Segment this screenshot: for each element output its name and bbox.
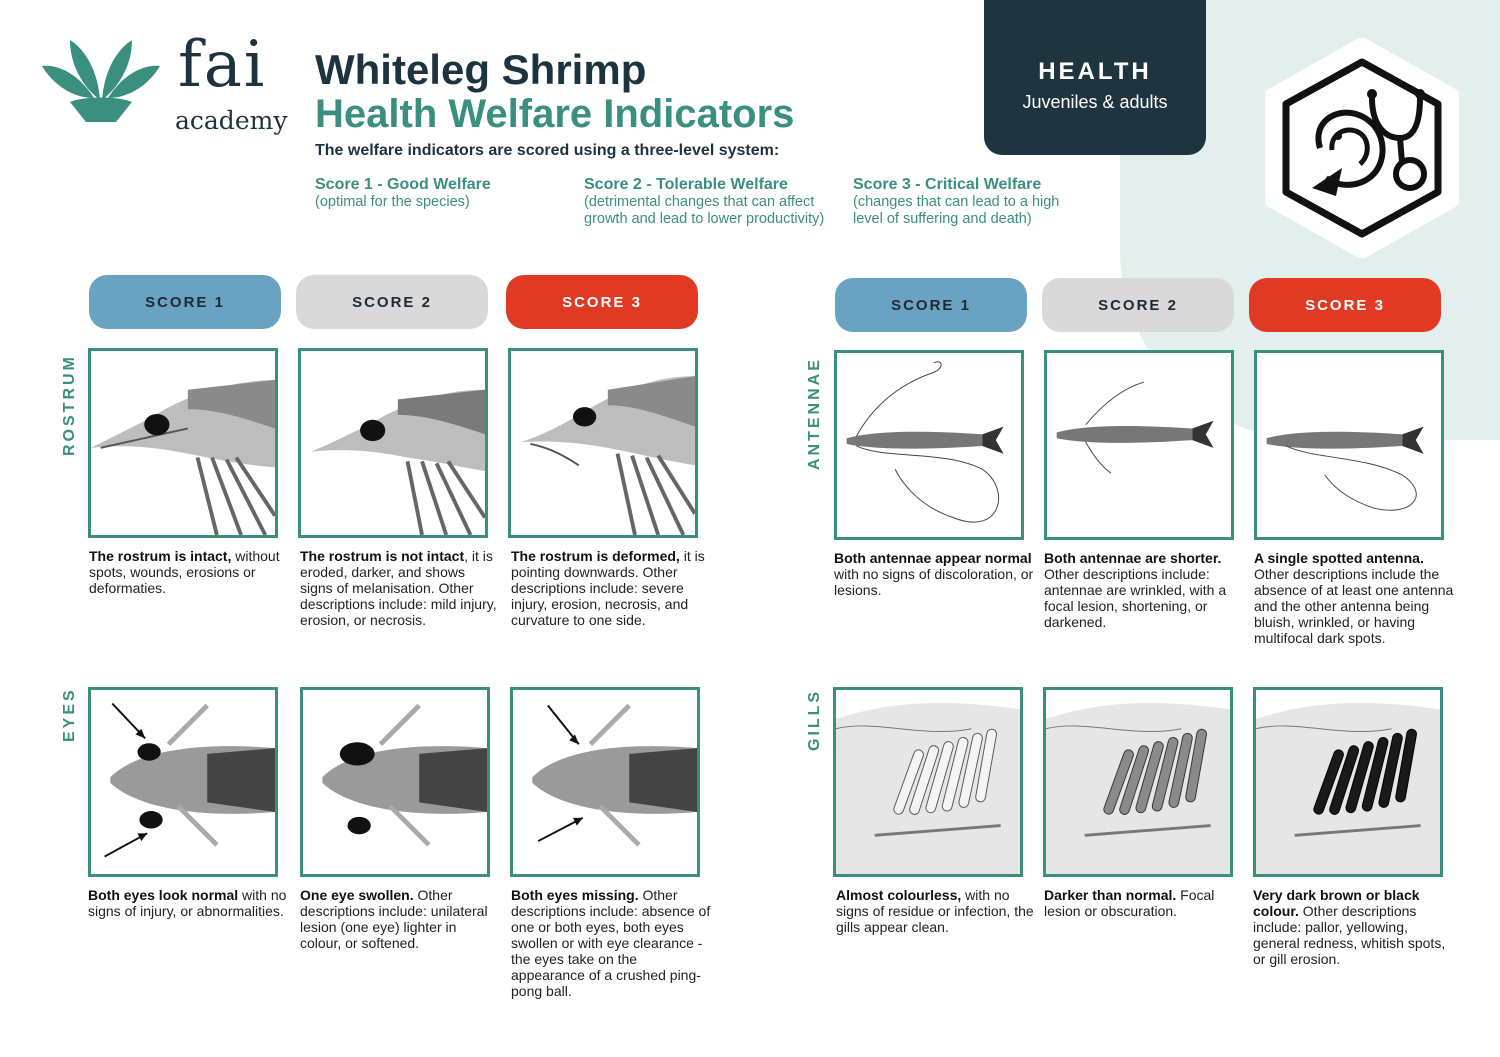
gills-score-3-image — [1253, 687, 1443, 877]
antennae-score-2-desc — [1044, 550, 1244, 630]
right-score-1-header: SCORE 1 — [835, 278, 1027, 332]
gills-score-2-image — [1043, 687, 1233, 877]
title-line-2: Health Welfare Indicators — [315, 92, 795, 136]
eyes-score-2-text: Other descriptions include: unilateral lesion (one eye) lighter in colour, or softened. — [300, 887, 488, 951]
title-line-1: Whiteleg Shrimp — [315, 46, 647, 93]
antennae-score-3-image — [1254, 350, 1444, 540]
gills-score-2-text: Focal lesion or obscuration. — [1044, 887, 1215, 919]
rostrum-score-1-image — [88, 348, 278, 538]
eyes-score-2-image — [300, 687, 490, 877]
health-tab-title: HEALTH — [1038, 58, 1152, 85]
gills-score-2-bold: Darker than normal. — [1044, 887, 1177, 903]
antennae-score-1-image — [834, 350, 1024, 540]
left-score-3-header: SCORE 3 — [506, 275, 698, 329]
eyes-score-1-text: with no signs of injury, or abnormalities. — [88, 887, 287, 919]
level-3 — [853, 176, 1083, 228]
rostrum-score-1-text: without spots, wounds, erosions or deformaties. — [89, 548, 280, 596]
gills-score-3-bold: Very dark brown or black colour. — [1253, 887, 1420, 919]
eyes-score-3-image — [510, 687, 700, 877]
antennae-score-2-bold: Both antennae are shorter. — [1044, 550, 1222, 566]
rostrum-score-2-text: , it is eroded, darker, and shows signs of melanisation. Other descriptions include: mild injury, erosion, or necrosis. — [300, 548, 497, 628]
left-score-1-header: SCORE 1 — [89, 275, 281, 329]
level-3-desc: (changes that can lead to a high level of suffering and death) — [853, 194, 1060, 227]
antennae-score-3-text: Other descriptions include the absence of at least one antenna and the other antenna being bluish, wrinkled, or having multifocal dark spots. — [1254, 566, 1454, 646]
rostrum-score-2-bold: The rostrum is not intact — [300, 548, 465, 564]
eyes-score-1-image — [88, 687, 278, 877]
rostrum-score-1-bold: The rostrum is intact, — [89, 548, 232, 564]
eyes-score-1-desc — [88, 887, 288, 919]
level-2-desc: (detrimental changes that can affect growth and lead to lower productivity) — [584, 194, 825, 227]
rostrum-score-3-image — [508, 348, 698, 538]
eyes-score-2-desc — [300, 887, 500, 951]
rostrum-section-label: ROSTRUM — [61, 354, 78, 456]
health-category-tab — [984, 0, 1206, 155]
level-1-title: Score 1 - Good Welfare — [315, 176, 491, 193]
scoring-intro: The welfare indicators are scored using a three-level system: — [315, 142, 780, 159]
fai-leaf-logo-icon — [40, 36, 162, 124]
health-tab-subtitle: Juveniles & adults — [1022, 92, 1168, 112]
level-2 — [584, 176, 842, 228]
level-2-title: Score 2 - Tolerable Welfare — [584, 176, 788, 193]
antennae-score-2-text: Other descriptions include: antennae are wrinkled, with a focal lesion, shortening, or darkened. — [1044, 566, 1227, 630]
antennae-score-3-bold: A single spotted antenna. — [1254, 550, 1424, 566]
antennae-score-3-desc — [1254, 550, 1454, 646]
eyes-score-3-desc — [511, 887, 711, 999]
rostrum-score-2-desc — [300, 548, 500, 628]
gills-section-label: GILLS — [806, 688, 823, 751]
gills-score-1-bold: Almost colourless, — [836, 887, 962, 903]
level-1 — [315, 176, 565, 211]
right-score-2-header: SCORE 2 — [1042, 278, 1234, 332]
rostrum-score-3-desc — [511, 548, 711, 628]
antennae-score-1-text: with no signs of discoloration, or lesions. — [834, 566, 1034, 598]
eyes-section-label: EYES — [61, 687, 78, 742]
eyes-score-2-bold: One eye swollen. — [300, 887, 414, 903]
gills-score-2-desc — [1044, 887, 1244, 919]
gills-score-3-desc — [1253, 887, 1453, 967]
eyes-score-3-bold: Both eyes missing. — [511, 887, 639, 903]
level-3-title: Score 3 - Critical Welfare — [853, 176, 1042, 193]
gills-score-1-desc — [836, 887, 1036, 935]
antennae-score-1-desc — [834, 550, 1034, 598]
eyes-score-3-text: Other descriptions include: absence of one or both eyes, both eyes swollen or with eye clearance - the eyes take on the appearance of a crushed ping-pong ball. — [511, 887, 711, 999]
antennae-section-label: ANTENNAE — [806, 357, 823, 470]
logo-wordmark: fai — [178, 28, 267, 102]
gills-score-3-text: Other descriptions include: pallor, yellowing, general redness, whitish spots, or gill erosion. — [1253, 903, 1446, 967]
rostrum-score-3-bold: The rostrum is deformed, — [511, 548, 680, 564]
rostrum-score-1-desc — [89, 548, 289, 596]
right-score-3-header: SCORE 3 — [1249, 278, 1441, 332]
gills-score-1-image — [833, 687, 1023, 877]
antennae-score-1-bold: Both antennae appear normal — [834, 550, 1032, 566]
rostrum-score-2-image — [298, 348, 488, 538]
left-score-2-header: SCORE 2 — [296, 275, 488, 329]
gills-score-1-text: with no signs of residue or infection, the gills appear clean. — [836, 887, 1034, 935]
antennae-score-2-image — [1044, 350, 1234, 540]
rostrum-score-3-text: it is pointing downwards. Other descriptions include: severe injury, erosion, necrosis, and curvature to one side. — [511, 548, 705, 628]
shrimp-stethoscope-hexagon-icon — [1252, 38, 1472, 258]
logo-subtitle: academy — [175, 106, 288, 135]
level-1-desc: (optimal for the species) — [315, 194, 470, 210]
eyes-score-1-bold: Both eyes look normal — [88, 887, 239, 903]
